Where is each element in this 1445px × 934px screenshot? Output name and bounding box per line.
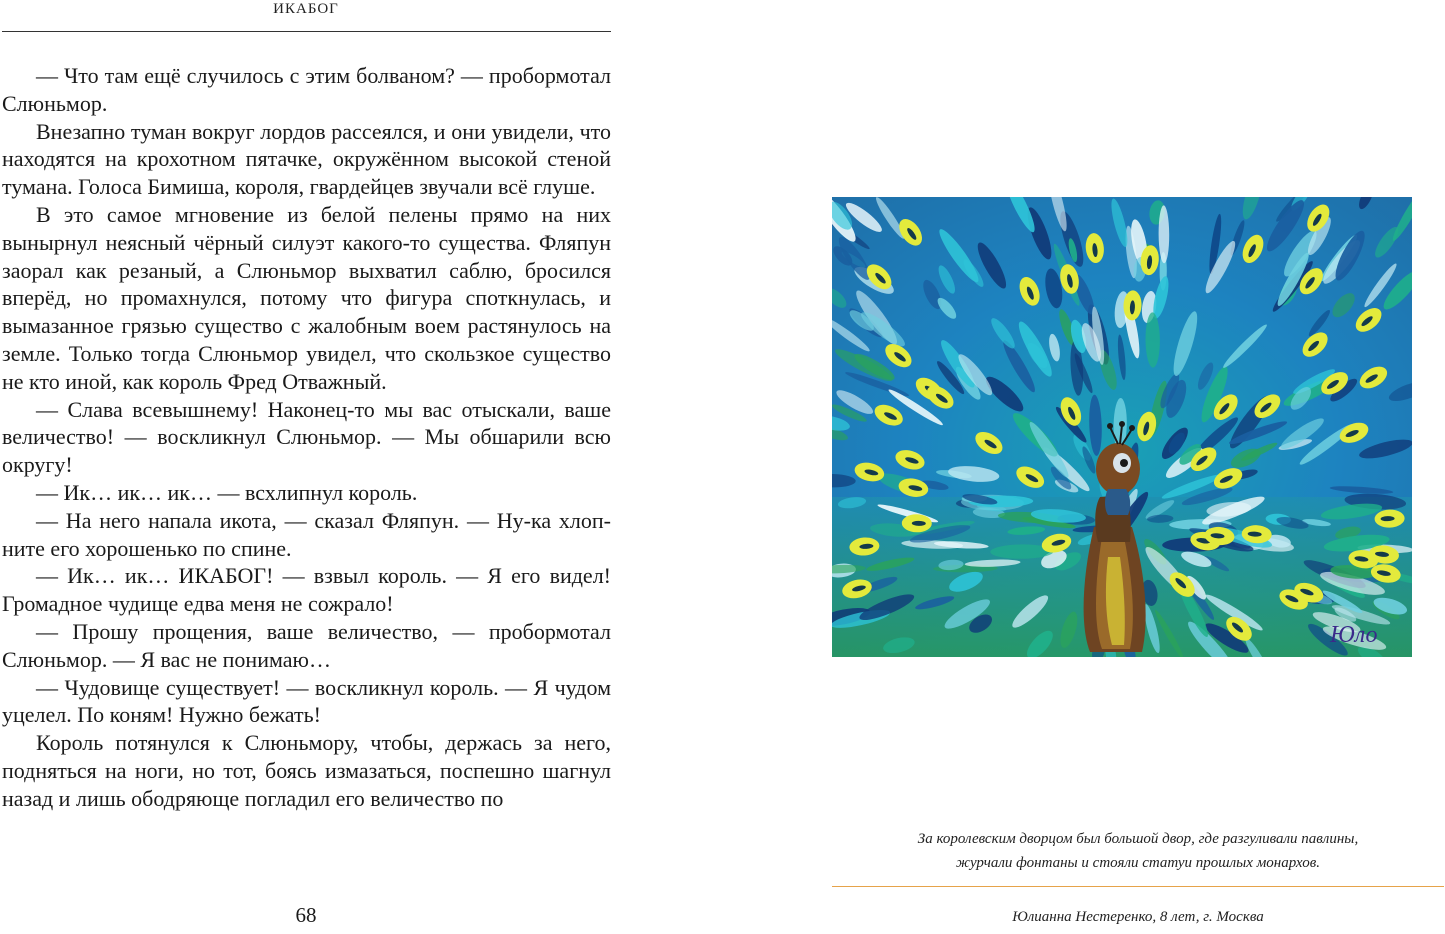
left-page: [0, 0, 612, 934]
paragraph: — Ик… ик… ИКАБОГ! — взвыл король. — Я его видел! Громадное чудище едва меня не сожрало!: [2, 563, 611, 617]
caption-line: журчали фонтаны и стояли статуи прошлых монархов.: [956, 855, 1320, 871]
body-text: [2, 62, 611, 813]
caption-line: За королевским дворцом был большой двор, где разгуливали павлины,: [917, 831, 1359, 847]
page-number: 68: [295, 903, 317, 927]
artist-signature: Юло: [1330, 622, 1378, 648]
peacock-illustration: [832, 197, 1412, 657]
caption-rule: [832, 886, 1444, 887]
right-page: [832, 0, 1444, 934]
paragraph: Внезапно туман вокруг лордов рассеялся, и они увидели, что находятся на крохотном пятачке, окружённом высокой стеной тумана. Голоса Бимиша, короля, гвардейцев звучали всё глуше.: [2, 118, 611, 200]
paragraph: — Прошу прощения, ваше величество, — пробормотал Слюньмор. — Я вас не понимаю…: [2, 618, 611, 672]
paragraph: — Что там ещё случилось с этим болваном? — пробормотал Слюньмор.: [2, 63, 611, 116]
running-head: ИКАБОГ: [273, 1, 339, 17]
paragraph: — На него напала икота, — сказал Фляпун. — Ну-ка хлопните его хорошенько по спине.: [2, 507, 611, 561]
paragraph: — Слава всевышнему! Наконец-то мы вас отыскали, ваше величество! — воскликнул Слюньмор. — Мы обшарили всю округу!: [2, 396, 611, 478]
paragraph: — Ик… ик… ик… — всхлипнул король.: [36, 479, 418, 505]
illustration-caption: [832, 827, 1444, 875]
paragraph: — Чудовище существует! — воскликнул король. — Я чудом уцелел. По коням! Нужно бежать!: [2, 674, 611, 728]
paragraph: Король потянулся к Слюньмору, чтобы, держась за него, подняться на ноги, но тот, боясь измазаться, поспешно шагнул назад и лишь ободряюще погладил его величество по: [2, 730, 611, 811]
paragraph: В это самое мгновение из белой пелены прямо на них вынырнул неясный чёрный силуэт какого-то существа. Фляпун заорал как резаный, а Слюньмор выхватил саблю, бросился вперёд, но промахнулся, потому что фигура споткнулась, и вымазанное грязью существо с жалобным воем растянулось на земле. Только тогда Слюньмор увидел, что скользкое существо не кто иной, как король Фред Отважный.: [2, 201, 611, 394]
artist-credit: Юлианна Нестеренко, 8 лет, г. Москва: [1012, 909, 1264, 925]
header-rule: [2, 31, 611, 32]
